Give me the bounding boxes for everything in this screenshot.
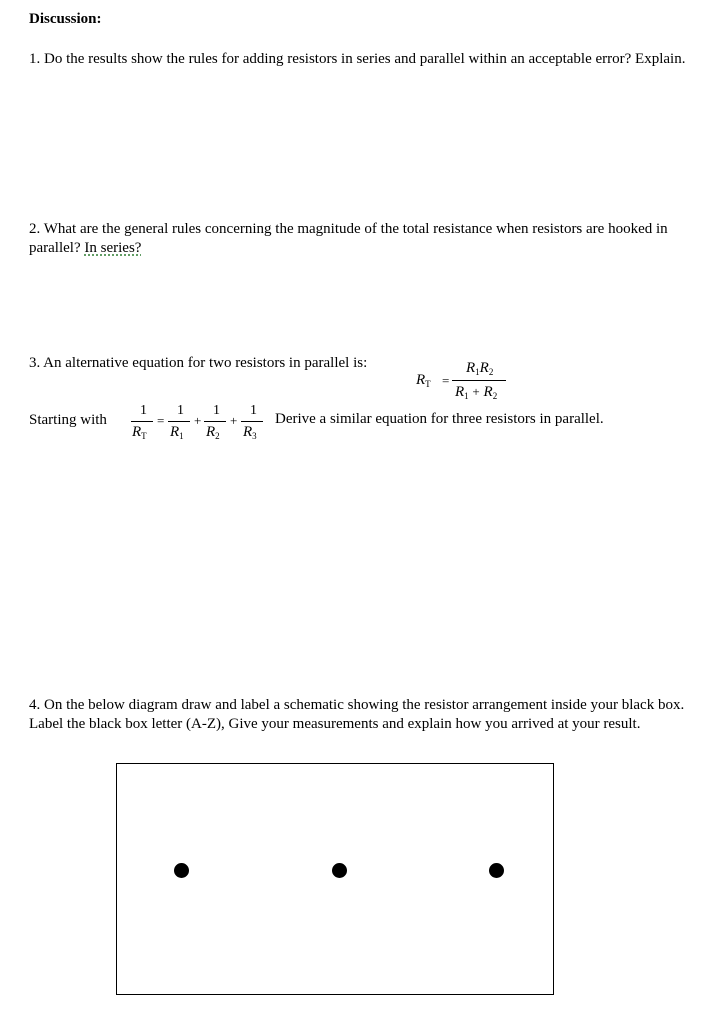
sum-equals: =: [157, 413, 165, 428]
sum-r2-bar: [204, 421, 226, 422]
eq-den-r1: R: [455, 384, 465, 400]
eq-fraction-bar: [452, 380, 506, 381]
starting-with-label: Starting with: [29, 412, 107, 428]
eq-lhs-r: R: [416, 372, 426, 388]
sum-rt-r: R: [132, 424, 142, 440]
terminal-dot-right: [489, 863, 504, 878]
sum-r3-denominator: [243, 424, 257, 441]
terminal-dot-left: [174, 863, 189, 878]
eq-den-plus: +: [472, 384, 480, 399]
sum-r1-denominator: [170, 424, 184, 441]
sum-r3-r: R: [243, 424, 253, 440]
sum-r2-sub: 2: [215, 431, 220, 441]
eq-numerator: [466, 360, 493, 377]
sum-r3-bar: [241, 421, 263, 422]
sum-plus-2: +: [230, 413, 238, 428]
eq-num-r1-sub: 1: [475, 367, 480, 377]
question-2: [29, 220, 697, 258]
eq-denominator: [455, 384, 497, 401]
terminal-dot-middle: [332, 863, 347, 878]
sum-r3-sub: 3: [252, 431, 257, 441]
sum-rt-bar: [131, 421, 153, 422]
derive-instruction: Derive a similar equation for three resistors in parallel.: [275, 411, 604, 427]
sum-r2-denominator: [206, 424, 220, 441]
sum-rt-denominator: [132, 424, 147, 441]
sum-r2-r: R: [206, 424, 216, 440]
sum-r1-bar: [168, 421, 190, 422]
eq-lhs-sub: T: [425, 379, 431, 389]
eq-den-r2-sub: 2: [492, 391, 498, 401]
black-box-diagram[interactable]: [116, 763, 554, 995]
sum-rt-numerator: 1: [140, 403, 147, 418]
question-2-main: 2. What are the general rules concerning the magnitude of the total resistance when resistors are hooked in parallel?: [29, 221, 668, 256]
sum-r1-sub: 1: [179, 431, 184, 441]
sum-plus-1: +: [194, 413, 202, 428]
eq-num-r1: R: [466, 360, 476, 376]
eq-den-r1-sub: 1: [464, 391, 469, 401]
question-2-underlined: In series?: [84, 240, 142, 256]
eq-num-r2-sub: 2: [488, 367, 494, 377]
sum-r1-r: R: [170, 424, 180, 440]
question-3-intro: 3. An alternative equation for two resistors in parallel is:: [29, 355, 368, 371]
question-4: 4. On the below diagram draw and label a schematic showing the resistor arrangement inside your black box. Label the black box letter (A-Z), Give your measurements and explain how you arrived at your result.: [29, 697, 685, 732]
eq-equals: =: [442, 373, 450, 388]
eq-parallel-lhs: [416, 372, 431, 389]
eq-den-r2: R: [483, 384, 493, 400]
sum-r3-numerator: 1: [250, 403, 257, 418]
sum-rt-sub: T: [141, 431, 147, 441]
eq-num-r2: R: [479, 360, 489, 376]
question-1: 1. Do the results show the rules for adding resistors in series and parallel within an acceptable error? Explain.: [29, 51, 686, 67]
sum-r1-numerator: 1: [177, 403, 184, 418]
discussion-heading: Discussion:: [29, 11, 102, 27]
sum-r2-numerator: 1: [213, 403, 220, 418]
